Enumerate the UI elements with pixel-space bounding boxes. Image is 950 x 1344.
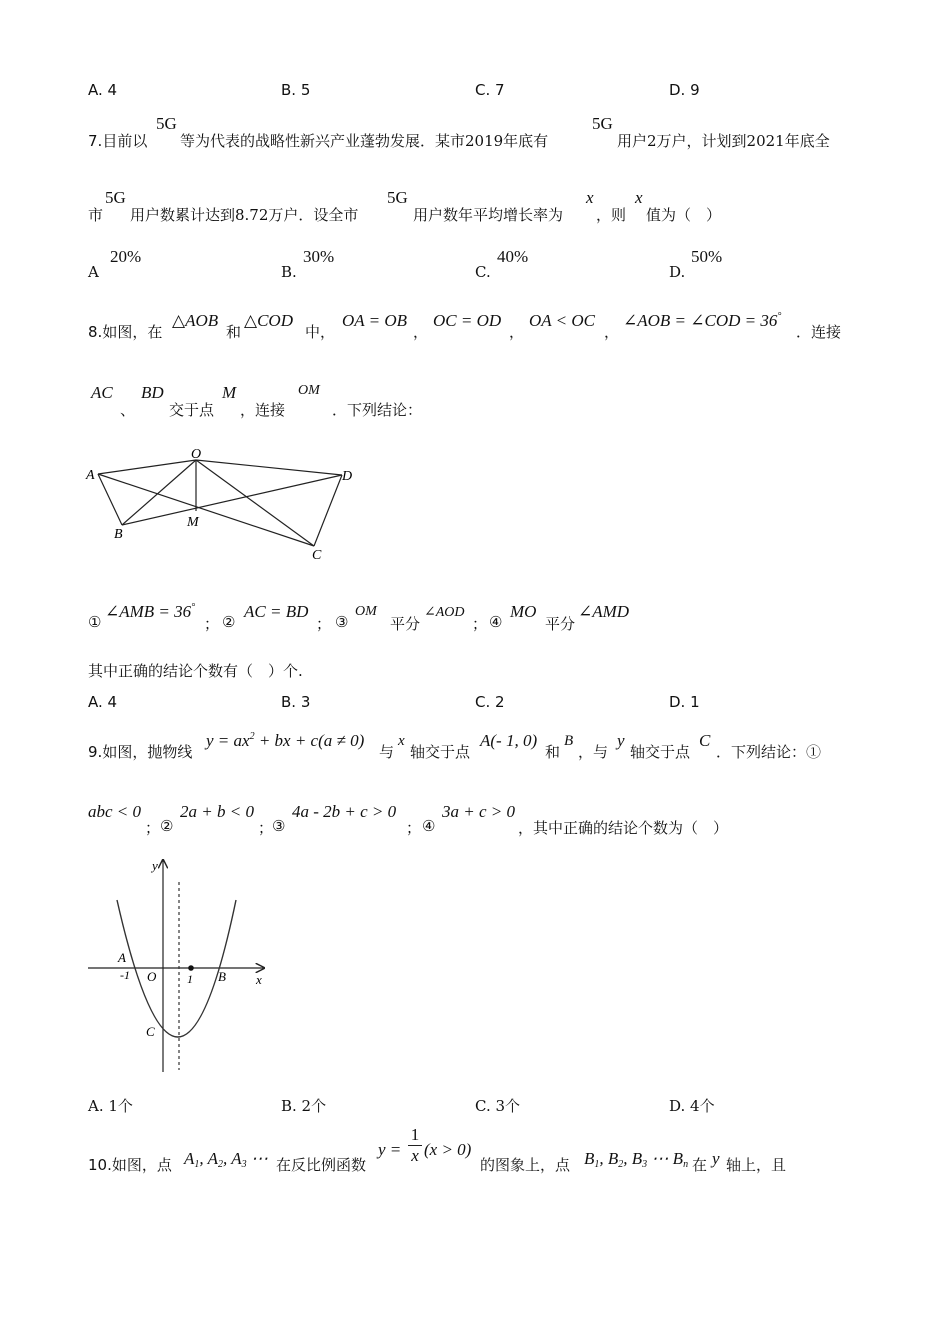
q8-stem-h: ．下列结论：: [332, 401, 423, 419]
q9-label-x: x: [256, 972, 262, 987]
q8-stem-c: 中，: [305, 323, 336, 341]
q10-stem-lead: [88, 1154, 172, 1175]
q9-c3-mark: ③: [272, 817, 286, 835]
q9-c4-mark: ④: [422, 817, 436, 835]
q8-option-c: C. 2: [475, 693, 505, 711]
q8-number: 8.: [88, 323, 103, 341]
q8-math-bd: BD: [141, 383, 164, 402]
q8-label-m: M: [187, 515, 199, 530]
q10-fraction: [408, 1125, 422, 1166]
q7-math-5g-3: 5G: [105, 188, 126, 207]
q8-math-eq1: OA = OB: [342, 311, 407, 330]
q8-c2-mark: ②: [222, 613, 236, 631]
q8-seg-od: [196, 460, 342, 475]
q7-option-c-letter: C.: [475, 263, 491, 281]
q7-math-5g-2: 5G: [592, 114, 613, 133]
q8-math-ac: AC: [91, 383, 113, 402]
q9-stem-h: ，其中正确的结论个数为（ ）: [518, 819, 729, 837]
q10-stem-a: 如图，点: [111, 1156, 172, 1174]
q6-option-b: B. 5: [281, 81, 311, 99]
q8-option-b: B. 3: [281, 693, 311, 711]
q9-label-c: C: [146, 1024, 155, 1039]
q9-option-b: B. 2个: [281, 1097, 327, 1115]
q7-math-x-2: x: [635, 188, 643, 207]
q10-frac-den: x: [411, 1146, 419, 1165]
q9-option-a: A. 1个: [88, 1097, 133, 1115]
q8-c3-math: OM: [355, 604, 377, 619]
q7-stem-f: 用户数年平均增长率为: [413, 206, 564, 224]
q8-math-angle: ∠AOB = ∠COD = 36°: [623, 311, 782, 330]
q8-c3-text: 平分: [390, 615, 421, 633]
q8-figure: [84, 443, 364, 563]
q7-math-5g-4: 5G: [387, 188, 408, 207]
q9-math-b: B: [564, 733, 574, 749]
q8-stem-e: 、: [120, 401, 136, 419]
q8-c2-math: AC = BD: [244, 602, 309, 621]
q8-sep-3: ，: [604, 323, 620, 341]
q6-option-d: D. 9: [669, 81, 700, 99]
q8-label-o: O: [191, 447, 202, 462]
q8-stem-lead: [88, 321, 162, 342]
q8-seg-ao: [98, 460, 196, 474]
q9-stem-lead: [88, 741, 192, 762]
q8-c1-math: ∠AMB = 36°: [105, 602, 196, 621]
q8-question: 其中正确的结论个数有（ ）个.: [88, 662, 303, 680]
q8-seg-ac: [98, 474, 314, 546]
q7-option-d-value: 50%: [691, 247, 723, 266]
q9-stem-b: 与: [379, 743, 395, 761]
q9-option-c: C. 3个: [475, 1097, 521, 1115]
q8-c4-text: 平分: [545, 615, 576, 633]
q7-stem-d: 市: [88, 206, 104, 224]
q9-math-a: A(- 1, 0): [480, 731, 538, 750]
q9-stem-f: 轴交于点: [630, 743, 691, 761]
q9-semi-2: ；: [258, 819, 274, 837]
q7-stem-e: 用户数累计达到8.72万户．设全市: [130, 206, 359, 224]
q9-option-d: D. 4个: [669, 1097, 715, 1115]
q7-stem-a: 目前以: [102, 132, 148, 150]
q8-math-m: M: [222, 383, 237, 402]
q8-sep-2: ，: [509, 323, 525, 341]
q9-c1-math: abc < 0: [88, 802, 142, 821]
q7-option-b-letter: B.: [281, 263, 297, 281]
q7-option-b-value: 30%: [303, 247, 335, 266]
q8-option-d: D. 1: [669, 693, 700, 711]
q8-label-a: A: [86, 468, 95, 483]
q9-math-x: x: [398, 733, 405, 749]
q8-sep-1: ，: [413, 323, 429, 341]
q9-label-b: B: [218, 969, 226, 984]
q9-c2-math: 2a + b < 0: [180, 802, 254, 821]
q9-stem-d: 和: [545, 743, 561, 761]
q6-option-a: A. 4: [88, 81, 118, 99]
q8-stem-g: ，连接: [240, 401, 286, 419]
q8-math-aob: △AOB: [172, 311, 219, 330]
q9-stem-a: 如图，抛物线: [102, 743, 193, 761]
q8-label-b: B: [114, 527, 123, 542]
q9-label-o: O: [147, 969, 157, 984]
q8-math-cod: △COD: [244, 311, 293, 330]
q10-math-cond: (x > 0): [424, 1140, 472, 1159]
q9-semi-1: ；: [145, 819, 161, 837]
q8-math-eq2: OC = OD: [433, 311, 502, 330]
q10-math-b-seq: $B_1$, $B_2$, $B_3$ ⋯ $B_n$: [584, 1149, 689, 1170]
q8-semi-3: ；: [472, 615, 488, 633]
q9-number: 9.: [88, 743, 103, 761]
q8-label-d: D: [342, 469, 353, 484]
q7-line1: [88, 130, 147, 151]
q9-math-c: C: [699, 731, 711, 750]
q8-c3-mark: ③: [335, 613, 349, 631]
q9-c2-mark: ②: [160, 817, 174, 835]
q9-stem-c: 轴交于点: [410, 743, 471, 761]
q10-stem-e: 轴上，且: [726, 1156, 787, 1174]
q7-option-c-value: 40%: [497, 247, 529, 266]
q8-stem-d: ．连接: [796, 323, 842, 341]
q10-frac-num: 1: [410, 1125, 420, 1144]
q8-stem-f: 交于点: [169, 401, 215, 419]
q9-stem-g: ．下列结论：①: [716, 743, 822, 761]
q7-stem-g: ，则: [596, 206, 627, 224]
q8-c4-math2: ∠AMD: [578, 602, 630, 621]
q7-option-a-value: 20%: [110, 247, 142, 266]
q7-stem-b: 等为代表的战略性新兴产业蓬勃发展．某市2019年底有: [180, 132, 549, 150]
q9-semi-3: ；: [406, 819, 422, 837]
q9-label-neg1: -1: [120, 968, 130, 982]
q9-c3-math: 4a - 2b + c > 0: [292, 802, 397, 821]
q7-math-x-1: x: [586, 188, 594, 207]
q8-c4-math: MO: [510, 602, 537, 621]
q8-label-c: C: [312, 548, 322, 563]
q9-point-one: [188, 965, 194, 971]
q8-stem-a: 如图，在: [102, 323, 163, 341]
q10-math-y: y =: [378, 1140, 402, 1159]
q9-c4-math: 3a + c > 0: [442, 802, 515, 821]
q8-c3-math2: ∠AOD: [424, 605, 465, 620]
q9-label-a: A: [118, 950, 126, 965]
q7-number: 7.: [88, 132, 103, 150]
q8-seg-bo: [122, 460, 196, 525]
q7-stem-h: 值为（ ）: [646, 206, 722, 224]
q6-option-c: C. 7: [475, 81, 505, 99]
q10-math-a-seq: $A_1$, $A_2$, $A_3$ ⋯: [184, 1149, 268, 1170]
q9-label-one: 1: [187, 972, 193, 986]
q8-semi-2: ；: [316, 615, 332, 633]
q9-figure: [84, 852, 274, 1077]
q7-stem-c: 用户2万户，计划到2021年底全: [617, 132, 830, 150]
q8-c4-mark: ④: [489, 613, 503, 631]
q10-stem-d: 在: [692, 1156, 708, 1174]
q10-number: 10.: [88, 1156, 112, 1174]
q9-math-parabola: $y = ax^2$ + bx + c(a ≠ 0): [206, 731, 365, 750]
q8-seg-ab: [98, 474, 122, 525]
q8-stem-b: 和: [226, 323, 242, 341]
q10-stem-b: 在反比例函数: [276, 1156, 367, 1174]
q10-math-yaxis: y: [712, 1149, 720, 1168]
q8-math-ineq: OA < OC: [529, 311, 595, 330]
q9-stem-e: ，与: [578, 743, 609, 761]
q10-stem-c: 的图象上，点: [480, 1156, 571, 1174]
q8-seg-dc: [314, 475, 342, 546]
q9-math-y: y: [617, 731, 625, 750]
q8-math-om: OM: [298, 383, 320, 398]
q8-c1-mark: ①: [88, 613, 102, 631]
q8-semi-1: ；: [204, 615, 220, 633]
q8-seg-oc: [196, 460, 314, 546]
q9-label-y: y: [152, 858, 158, 873]
q8-option-a: A. 4: [88, 693, 118, 711]
q8-seg-bd: [122, 475, 342, 525]
q7-option-a-letter: A: [88, 263, 99, 281]
q7-math-5g-1: 5G: [156, 114, 177, 133]
q7-option-d-letter: D.: [669, 263, 686, 281]
